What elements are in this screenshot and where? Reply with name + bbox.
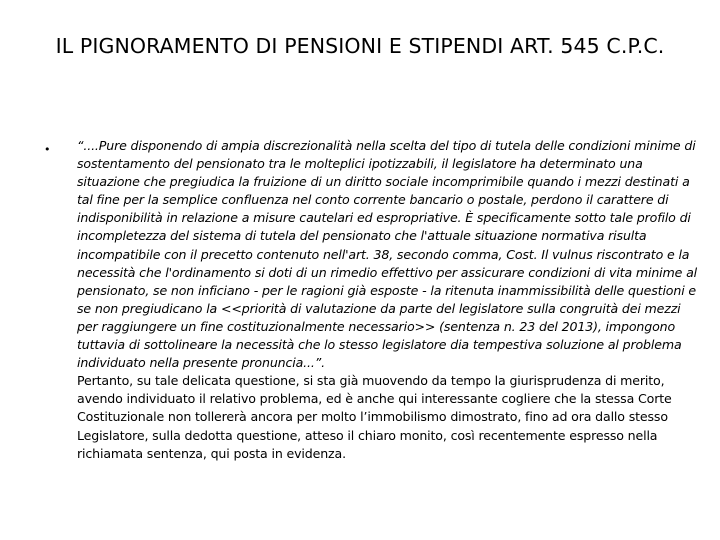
slide-body	[77, 137, 699, 463]
quoted-ruling-text: “....Pure disponendo di ampia discrezionalità nella scelta del tipo di tutela delle condizioni minime di sostentamento del pensionato tra le molteplici ipotizzabili, il legislatore ha determinato una situazione che pregiudica la fruizione di un diritto sociale incomprimibile quando i mezzi destinati a tal fine per la semplice confluenza nel conto corrente bancario o postale, perdono il carattere di indisponibilità in relazione a misure cautelari ed espropriative. È specificamente sotto tale profilo di incompletezza del sistema di tutela del pensionato che l'attuale situazione normativa risulta incompatibile con il precetto contenuto nell'art. 38, secondo comma, Cost. Il vulnus riscontrato e la necessità che l'ordinamento si doti di un rimedio effettivo per assicurare condizioni di vita minime al pensionato, se non inficiano - per le ragioni già esposte - la ritenuta inammissibilità delle questioni e se non pregiudicano la <<priorità di valutazione da parte del legislatore sulla congruità dei mezzi per raggiungere un fine costituzionalmente necessario>> (sentenza n. 23 del 2013), impongono tuttavia di sottolineare la necessità che lo stesso legislatore dia tempestiva soluzione al problema individuato nella presente pronuncia...”.	[77, 138, 698, 371]
bullet-marker: •	[44, 143, 51, 156]
conclusion-text: Pertanto, su tale delicata questione, si sta già muovendo da tempo la giurisprudenza di merito, avendo individuato il relativo problema, ed è anche qui interessante cogliere che la stessa Corte Costituzionale non tollererà ancora per molto l’immobilismo dimostrato, fino ad ora dallo stesso Legislatore, sulla dedotta questione, atteso il chiaro monito, così recentemente espresso nella richiamata sentenza, qui posta in evidenza.	[77, 373, 672, 461]
slide-title: IL PIGNORAMENTO DI PENSIONI E STIPENDI ART. 545 C.P.C.	[55, 34, 665, 58]
